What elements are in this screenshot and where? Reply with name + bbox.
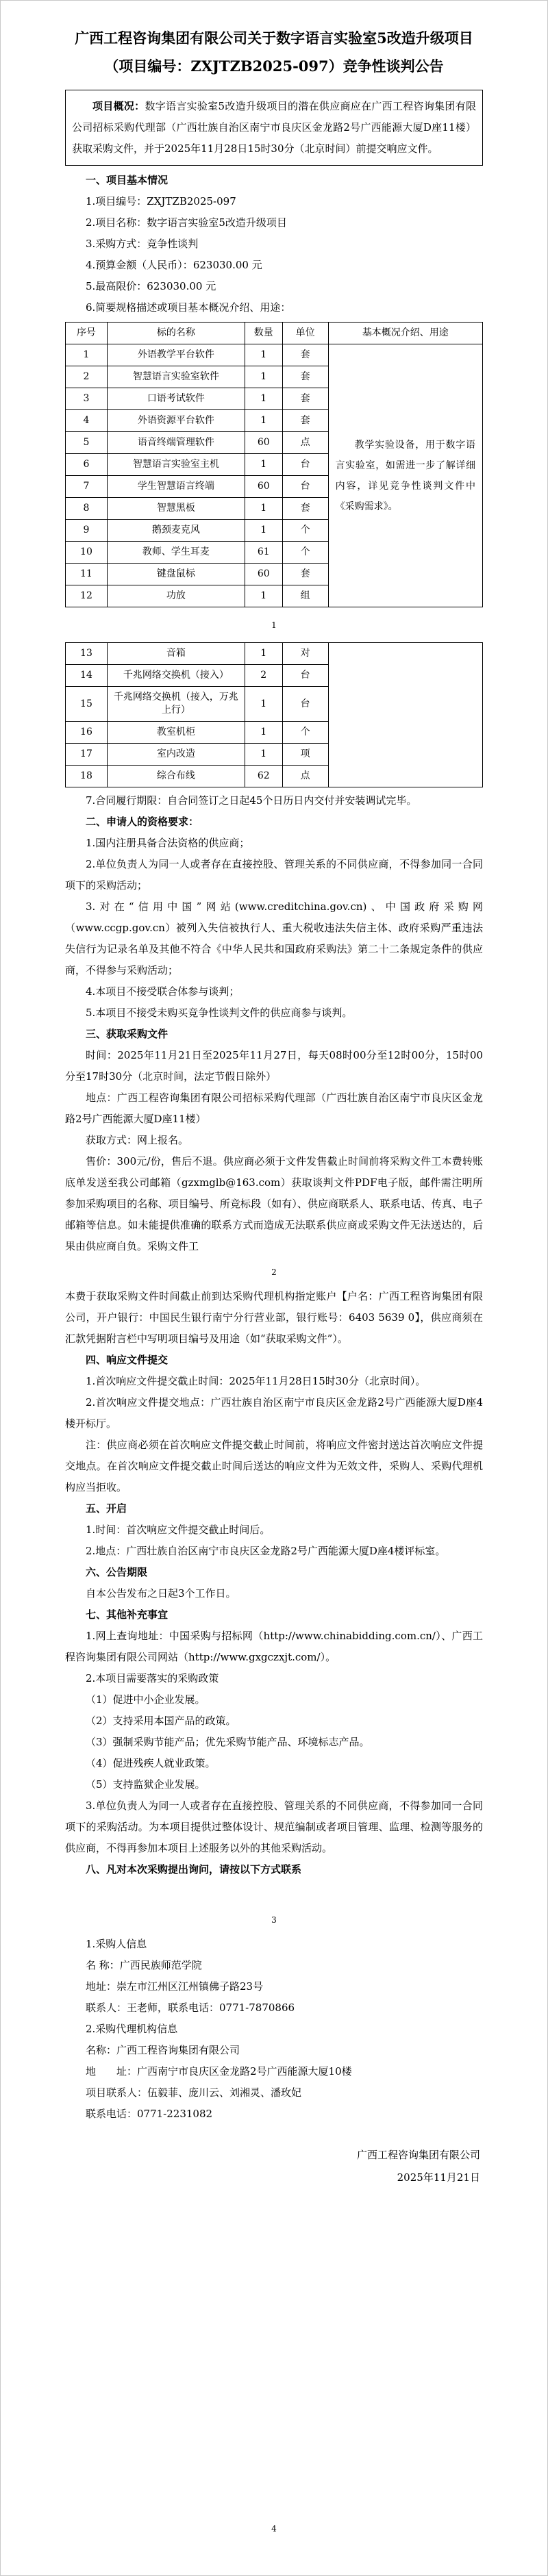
signature-block <box>65 2144 483 2189</box>
paragraph: （5）支持监狱企业发展。 <box>86 1778 206 1791</box>
table-cell: 13 <box>66 643 108 665</box>
table-cell: 15 <box>66 687 108 722</box>
section-heading: 一、项目基本情况 <box>86 174 169 186</box>
table-cell: 套 <box>282 564 328 585</box>
paragraph: 本费于获取采购文件时间截止前到达采购代理机构指定账户【户名：广西工程咨询集团有限公司，开户银行：中国民生银行南宁分行营业部，银行账号：6403 5639 0】，供应商须在汇款凭据附言栏中写明项目编号及用途（如“获取采购文件”）。 <box>65 1290 483 1345</box>
paragraph: 3.采购方式：竞争性谈判 <box>86 238 199 250</box>
table-header-cell: 数量 <box>245 323 282 344</box>
table-cell: 功放 <box>107 585 245 607</box>
page-number: 1 <box>271 620 277 630</box>
table-cell: 音箱 <box>107 643 245 665</box>
table-cell: 综合布线 <box>107 766 245 787</box>
table-cell: 千兆网络交换机（接入，万兆上行） <box>107 687 245 722</box>
table-cell: 教室机柜 <box>107 722 245 744</box>
table-cell: 62 <box>245 766 282 787</box>
table-cell: 套 <box>282 410 328 432</box>
paragraph: 1.网上查询地址：中国采购与招标网（http://www.chinabidding.com.cn/）、广西工程咨询集团有限公司网站（http://www.gxgczxjt.com/）。 <box>65 1630 483 1663</box>
table-cell: 1 <box>66 344 108 366</box>
paragraph: 1.采购人信息 <box>86 1938 147 1950</box>
table-cell: 个 <box>282 722 328 744</box>
table-cell: 台 <box>282 454 328 476</box>
table-cell: 外语教学平台软件 <box>107 344 245 366</box>
paragraph: 2.单位负责人为同一人或者存在直接控股、管理关系的不同供应商，不得参加同一合同项下的采购活动； <box>65 858 483 892</box>
table-header-cell: 基本概况介绍、用途 <box>328 323 482 344</box>
table-cell: 台 <box>282 665 328 687</box>
table-cell: 2 <box>245 665 282 687</box>
signature-line: 广西工程咨询集团有限公司 <box>356 2149 480 2161</box>
paragraph: 项目联系人：伍毅菲、庞川云、刘湘灵、潘玫妃 <box>86 2086 302 2099</box>
paragraph: 6.简要规格描述或项目基本概况介绍、用途： <box>86 301 291 314</box>
table-cell: 1 <box>245 722 282 744</box>
table-cell: 台 <box>282 476 328 498</box>
paragraph: 4.预算金额（人民币）：623030.00 元 <box>86 259 262 271</box>
table-cell: 个 <box>282 542 328 564</box>
paragraph: 自本公告发布之日起3个工作日。 <box>86 1587 236 1600</box>
spacer <box>65 1880 483 1905</box>
table-cell: 口语考试软件 <box>107 388 245 410</box>
table-cell: 套 <box>282 388 328 410</box>
table-cell: 3 <box>66 388 108 410</box>
table-cell: 点 <box>282 432 328 454</box>
paragraph: 时间：2025年11月21日至2025年11月27日，每天08时00分至12时00分，15时00分至17时30分（北京时间，法定节假日除外） <box>65 1049 483 1083</box>
table-cell: 教师、学生耳麦 <box>107 542 245 564</box>
page-number: 2 <box>271 1267 277 1277</box>
paragraph: 联系电话：0771-2231082 <box>86 2108 213 2120</box>
table-cell: 16 <box>66 722 108 744</box>
section-heading: 六、公告期限 <box>86 1566 148 1578</box>
table-cell: 套 <box>282 366 328 388</box>
table-cell: 11 <box>66 564 108 585</box>
paragraph: 4.本项目不接受联合体参与谈判； <box>86 985 240 998</box>
table-cell: 9 <box>66 520 108 542</box>
page-number: 3 <box>271 1915 277 1925</box>
table-cell: 语音终端管理软件 <box>107 432 245 454</box>
section-heading: 五、开启 <box>86 1502 127 1515</box>
table-cell: 台 <box>282 687 328 722</box>
paragraph: 地址：崇左市江州区江州镇佛子路23号 <box>86 1980 264 1993</box>
table-cell: 学生智慧语言终端 <box>107 476 245 498</box>
paragraph: 7.合同履行期限：自合同签订之日起45个日历日内交付并安装调试完毕。 <box>86 794 417 807</box>
section-heading: 四、响应文件提交 <box>86 1354 169 1366</box>
paragraph: 名 称：广西民族师范学院 <box>86 1959 202 1971</box>
paragraph: 1.项目编号：ZXJTZB2025-097 <box>86 195 236 207</box>
table-cell: 60 <box>245 476 282 498</box>
table-cell: 17 <box>66 744 108 766</box>
table-cell: 5 <box>66 432 108 454</box>
table-header-cell: 单位 <box>282 323 328 344</box>
table-cell: 2 <box>66 366 108 388</box>
table-cell: 1 <box>245 498 282 520</box>
paragraph: 3.对在“信用中国”网站(www.creditchina.gov.cn)、中国政府采购网（www.ccgp.gov.cn）被列入失信被执行人、重大税收违法失信主体、政府采购严重违法失信行为记录名单及其他不符合《中华人民共和国政府采购法》第二十二条规定条件的供应商，不得参与采购活动； <box>65 900 483 976</box>
table-cell: 14 <box>66 665 108 687</box>
table-cell: 组 <box>282 585 328 607</box>
table-cell: 18 <box>66 766 108 787</box>
table-cell: 键盘鼠标 <box>107 564 245 585</box>
table-cell: 1 <box>245 744 282 766</box>
table-cell: 4 <box>66 410 108 432</box>
paragraph: 2.项目名称：数字语言实验室5改造升级项目 <box>86 216 287 229</box>
overview-label: 项目概况： <box>92 100 145 112</box>
table-cell: 千兆网络交换机（接入） <box>107 665 245 687</box>
table-cell: 1 <box>245 520 282 542</box>
table-cell: 6 <box>66 454 108 476</box>
table-merged-cell: 教学实验设备，用于数字语言实验室，如需进一步了解详细内容，详见竞争性谈判文件中《采购需求》。 <box>328 344 482 607</box>
paragraph: 联系人：王老师，联系电话：0771-7870866 <box>86 2002 295 2014</box>
paragraph: 2.采购代理机构信息 <box>86 2023 178 2035</box>
table-cell: 60 <box>245 432 282 454</box>
paragraph: 5.本项目不接受未购买竞争性谈判文件的供应商参与谈判。 <box>86 1007 353 1019</box>
paragraph: 注：供应商必须在首次响应文件提交截止时间前，将响应文件密封送达首次响应文件提交地点。在首次响应文件提交截止时间后送达的响应文件为无效文件，采购人、采购代理机构应当拒收。 <box>65 1439 483 1493</box>
paragraph: （2）支持采用本国产品的政策。 <box>86 1715 236 1727</box>
overview-paragraph <box>72 96 476 160</box>
table-row <box>66 344 483 366</box>
table-header-cell: 序号 <box>66 323 108 344</box>
paragraph: 名称：广西工程咨询集团有限公司 <box>86 2044 240 2056</box>
paragraph: 2.地点：广西壮族自治区南宁市良庆区金龙路2号广西能源大厦D座4楼评标室。 <box>86 1545 446 1557</box>
paragraph: 5.最高限价：623030.00 元 <box>86 280 216 292</box>
table-cell: 10 <box>66 542 108 564</box>
table-header-row <box>66 323 483 344</box>
table-cell: 7 <box>66 476 108 498</box>
paragraph: （4）促进残疾人就业政策。 <box>86 1757 216 1769</box>
signature-line: 2025年11月21日 <box>397 2171 480 2184</box>
section-heading: 七、其他补充事宜 <box>86 1608 169 1621</box>
table-cell: 鹅颈麦克风 <box>107 520 245 542</box>
table-cell: 外语资源平台软件 <box>107 410 245 432</box>
table-cell: 1 <box>245 687 282 722</box>
table-cell: 个 <box>282 520 328 542</box>
section-heading: 二、申请人的资格要求： <box>86 816 199 828</box>
overview-text: 数字语言实验室5改造升级项目的潜在供应商应在广西工程咨询集团有限公司招标采购代理部（广西壮族自治区南宁市良庆区金龙路2号广西能源大厦D座11楼）获取采购文件，并于2025年11月28日15时30分（北京时间）前提交响应文件。 <box>72 100 476 155</box>
paragraph: 2.首次响应文件提交地点：广西壮族自治区南宁市良庆区金龙路2号广西能源大厦D座4楼开标厅。 <box>65 1396 483 1430</box>
table-cell: 1 <box>245 388 282 410</box>
table-cell: 1 <box>245 410 282 432</box>
section-heading: 三、获取采购文件 <box>86 1028 169 1040</box>
spacer <box>65 2189 483 2514</box>
table-cell: 60 <box>245 564 282 585</box>
table-cell: 套 <box>282 344 328 366</box>
table-cell: 智慧语言实验室软件 <box>107 366 245 388</box>
paragraph: 1.国内注册具备合法资格的供应商； <box>86 837 250 849</box>
table-merged-cell <box>328 643 482 787</box>
table-cell: 点 <box>282 766 328 787</box>
paragraph: 地点：广西工程咨询集团有限公司招标采购代理部（广西壮族自治区南宁市良庆区金龙路2号广西能源大厦D座11楼） <box>65 1091 483 1125</box>
paragraph: 3.单位负责人为同一人或者存在直接控股、管理关系的不同供应商，不得参加同一合同项下的采购活动。为本项目提供过整体设计、规范编制或者项目管理、监理、检测等服务的供应商，不得再参加本项目上述服务以外的其他采购活动。 <box>65 1800 483 1854</box>
project-overview-box <box>65 90 483 166</box>
table-cell: 室内改造 <box>107 744 245 766</box>
doc-title-line: 广西工程咨询集团有限公司关于数字语言实验室5改造升级项目 <box>75 29 473 47</box>
table-cell: 智慧黑板 <box>107 498 245 520</box>
paragraph: 获取方式：网上报名。 <box>86 1134 189 1146</box>
paragraph: （1）促进中小企业发展。 <box>86 1693 206 1706</box>
section-heading: 八、凡对本次采购提出询问，请按以下方式联系 <box>86 1863 302 1876</box>
paragraph: 地 址：广西南宁市良庆区金龙路2号广西能源大厦10楼 <box>86 2065 352 2078</box>
table-cell: 套 <box>282 498 328 520</box>
items-table <box>65 642 483 787</box>
table-cell: 61 <box>245 542 282 564</box>
table-cell: 1 <box>245 454 282 476</box>
paragraph: 1.时间：首次响应文件提交截止时间后。 <box>86 1524 271 1536</box>
page-number: 4 <box>271 2524 277 2534</box>
paragraph: （3）强制采购节能产品；优先采购节能产品、环境标志产品。 <box>86 1736 370 1748</box>
paragraph: 售价：300元/份，售后不退。供应商必须于文件发售截止时间前将采购文件工本费转账底单发送至我公司邮箱（gzxmglb@163.com）获取谈判文件PDF电子版，邮件需注明所参加采购项目的名称、项目编号、所竞标段（如有）、供应商联系人、联系电话、传真、电子邮箱等信息。如未能提供准确的联系方式而造成无法联系供应商或采购文件无法送达的，后果由供应商自负。采购文件工 <box>65 1155 483 1252</box>
doc-title <box>65 24 483 80</box>
table-cell: 8 <box>66 498 108 520</box>
paragraph: 1.首次响应文件提交截止时间：2025年11月28日15时30分（北京时间）。 <box>86 1375 426 1387</box>
table-cell: 1 <box>245 344 282 366</box>
table-row <box>66 643 483 665</box>
table-cell: 1 <box>245 366 282 388</box>
items-table <box>65 322 483 607</box>
table-cell: 对 <box>282 643 328 665</box>
table-cell: 智慧语言实验室主机 <box>107 454 245 476</box>
doc-title-line: （项目编号：ZXJTZB2025-097）竞争性谈判公告 <box>104 58 444 75</box>
table-cell: 项 <box>282 744 328 766</box>
table-cell: 12 <box>66 585 108 607</box>
paragraph: 2.本项目需要落实的采购政策 <box>86 1672 219 1684</box>
table-cell: 1 <box>245 585 282 607</box>
table-cell: 1 <box>245 643 282 665</box>
table-header-cell: 标的名称 <box>107 323 245 344</box>
